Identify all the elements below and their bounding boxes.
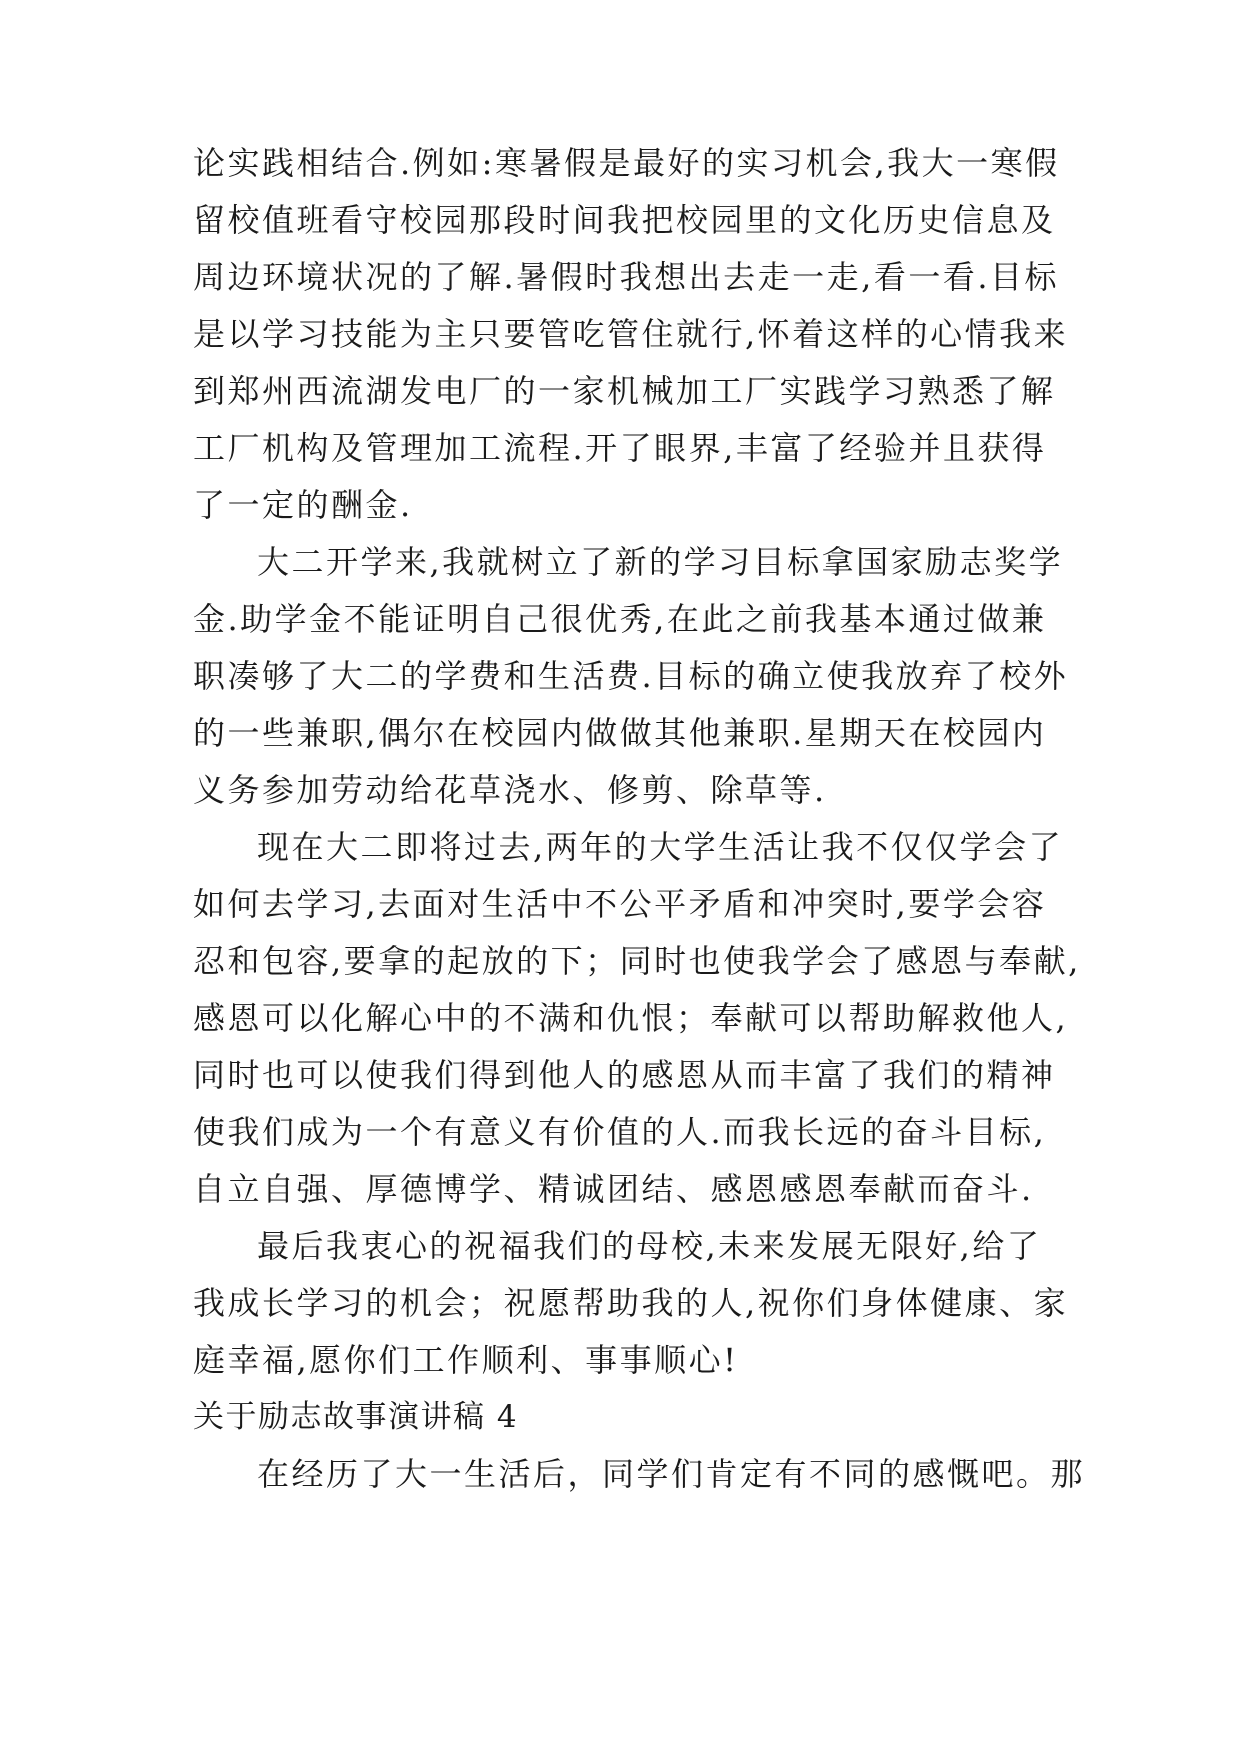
paragraph-line: 周边环境状况的了解.暑假时我想出去走一走,看一看.目标 xyxy=(193,258,1060,296)
paragraph-line: 如何去学习,去面对生活中不公平矛盾和冲突时,要学会容 xyxy=(193,885,1047,923)
paragraph-line: 大二开学来,我就树立了新的学习目标拿国家励志奖学 xyxy=(257,543,1064,581)
paragraph-line: 的一些兼职,偶尔在校园内做做其他兼职.星期天在校园内 xyxy=(193,714,1047,752)
paragraph-line: 留校值班看守校园那段时间我把校园里的文化历史信息及 xyxy=(193,201,1056,239)
paragraph-line: 义务参加劳动给花草浇水、修剪、除草等. xyxy=(193,771,827,809)
paragraph-line: 最后我衷心的祝福我们的母校,未来发展无限好,给了 xyxy=(257,1227,1042,1265)
paragraph-line: 感恩可以化解心中的不满和仇恨；奉献可以帮助解救他人, xyxy=(193,999,1069,1037)
paragraph-line: 了一定的酬金. xyxy=(193,486,413,524)
paragraph-line: 自立自强、厚德博学、精诚团结、感恩感恩奉献而奋斗. xyxy=(193,1170,1034,1208)
section-heading: 关于励志故事演讲稿 4 xyxy=(193,1399,519,1435)
paragraph-line: 工厂机构及管理加工流程.开了眼界,丰富了经验并且获得 xyxy=(193,429,1047,467)
paragraph-line: 现在大二即将过去,两年的大学生活让我不仅仅学会了 xyxy=(257,828,1064,866)
paragraph-line: 到郑州西流湖发电厂的一家机械加工厂实践学习熟悉了解 xyxy=(193,372,1056,410)
paragraph-line: 职凑够了大二的学费和生活费.目标的确立使我放弃了校外 xyxy=(193,657,1069,695)
paragraph-line: 我成长学习的机会；祝愿帮助我的人,祝你们身体健康、家 xyxy=(193,1284,1069,1322)
paragraph-line: 使我们成为一个有意义有价值的人.而我长远的奋斗目标, xyxy=(193,1113,1047,1151)
paragraph-line: 论实践相结合.例如:寒暑假是最好的实习机会,我大一寒假 xyxy=(193,144,1060,182)
paragraph-line: 在经历了大一生活后，同学们肯定有不同的感慨吧。那 xyxy=(257,1455,1086,1493)
paragraph-line: 庭幸福,愿你们工作顺利、事事顺心! xyxy=(193,1341,739,1379)
paragraph-line: 忍和包容,要拿的起放的下；同时也使我学会了感恩与奉献, xyxy=(193,942,1081,980)
paragraph-line: 同时也可以使我们得到他人的感恩从而丰富了我们的精神 xyxy=(193,1056,1056,1094)
paragraph-line: 是以学习技能为主只要管吃管住就行,怀着这样的心情我来 xyxy=(193,315,1069,353)
paragraph-line: 金.助学金不能证明自己很优秀,在此之前我基本通过做兼 xyxy=(193,600,1047,638)
